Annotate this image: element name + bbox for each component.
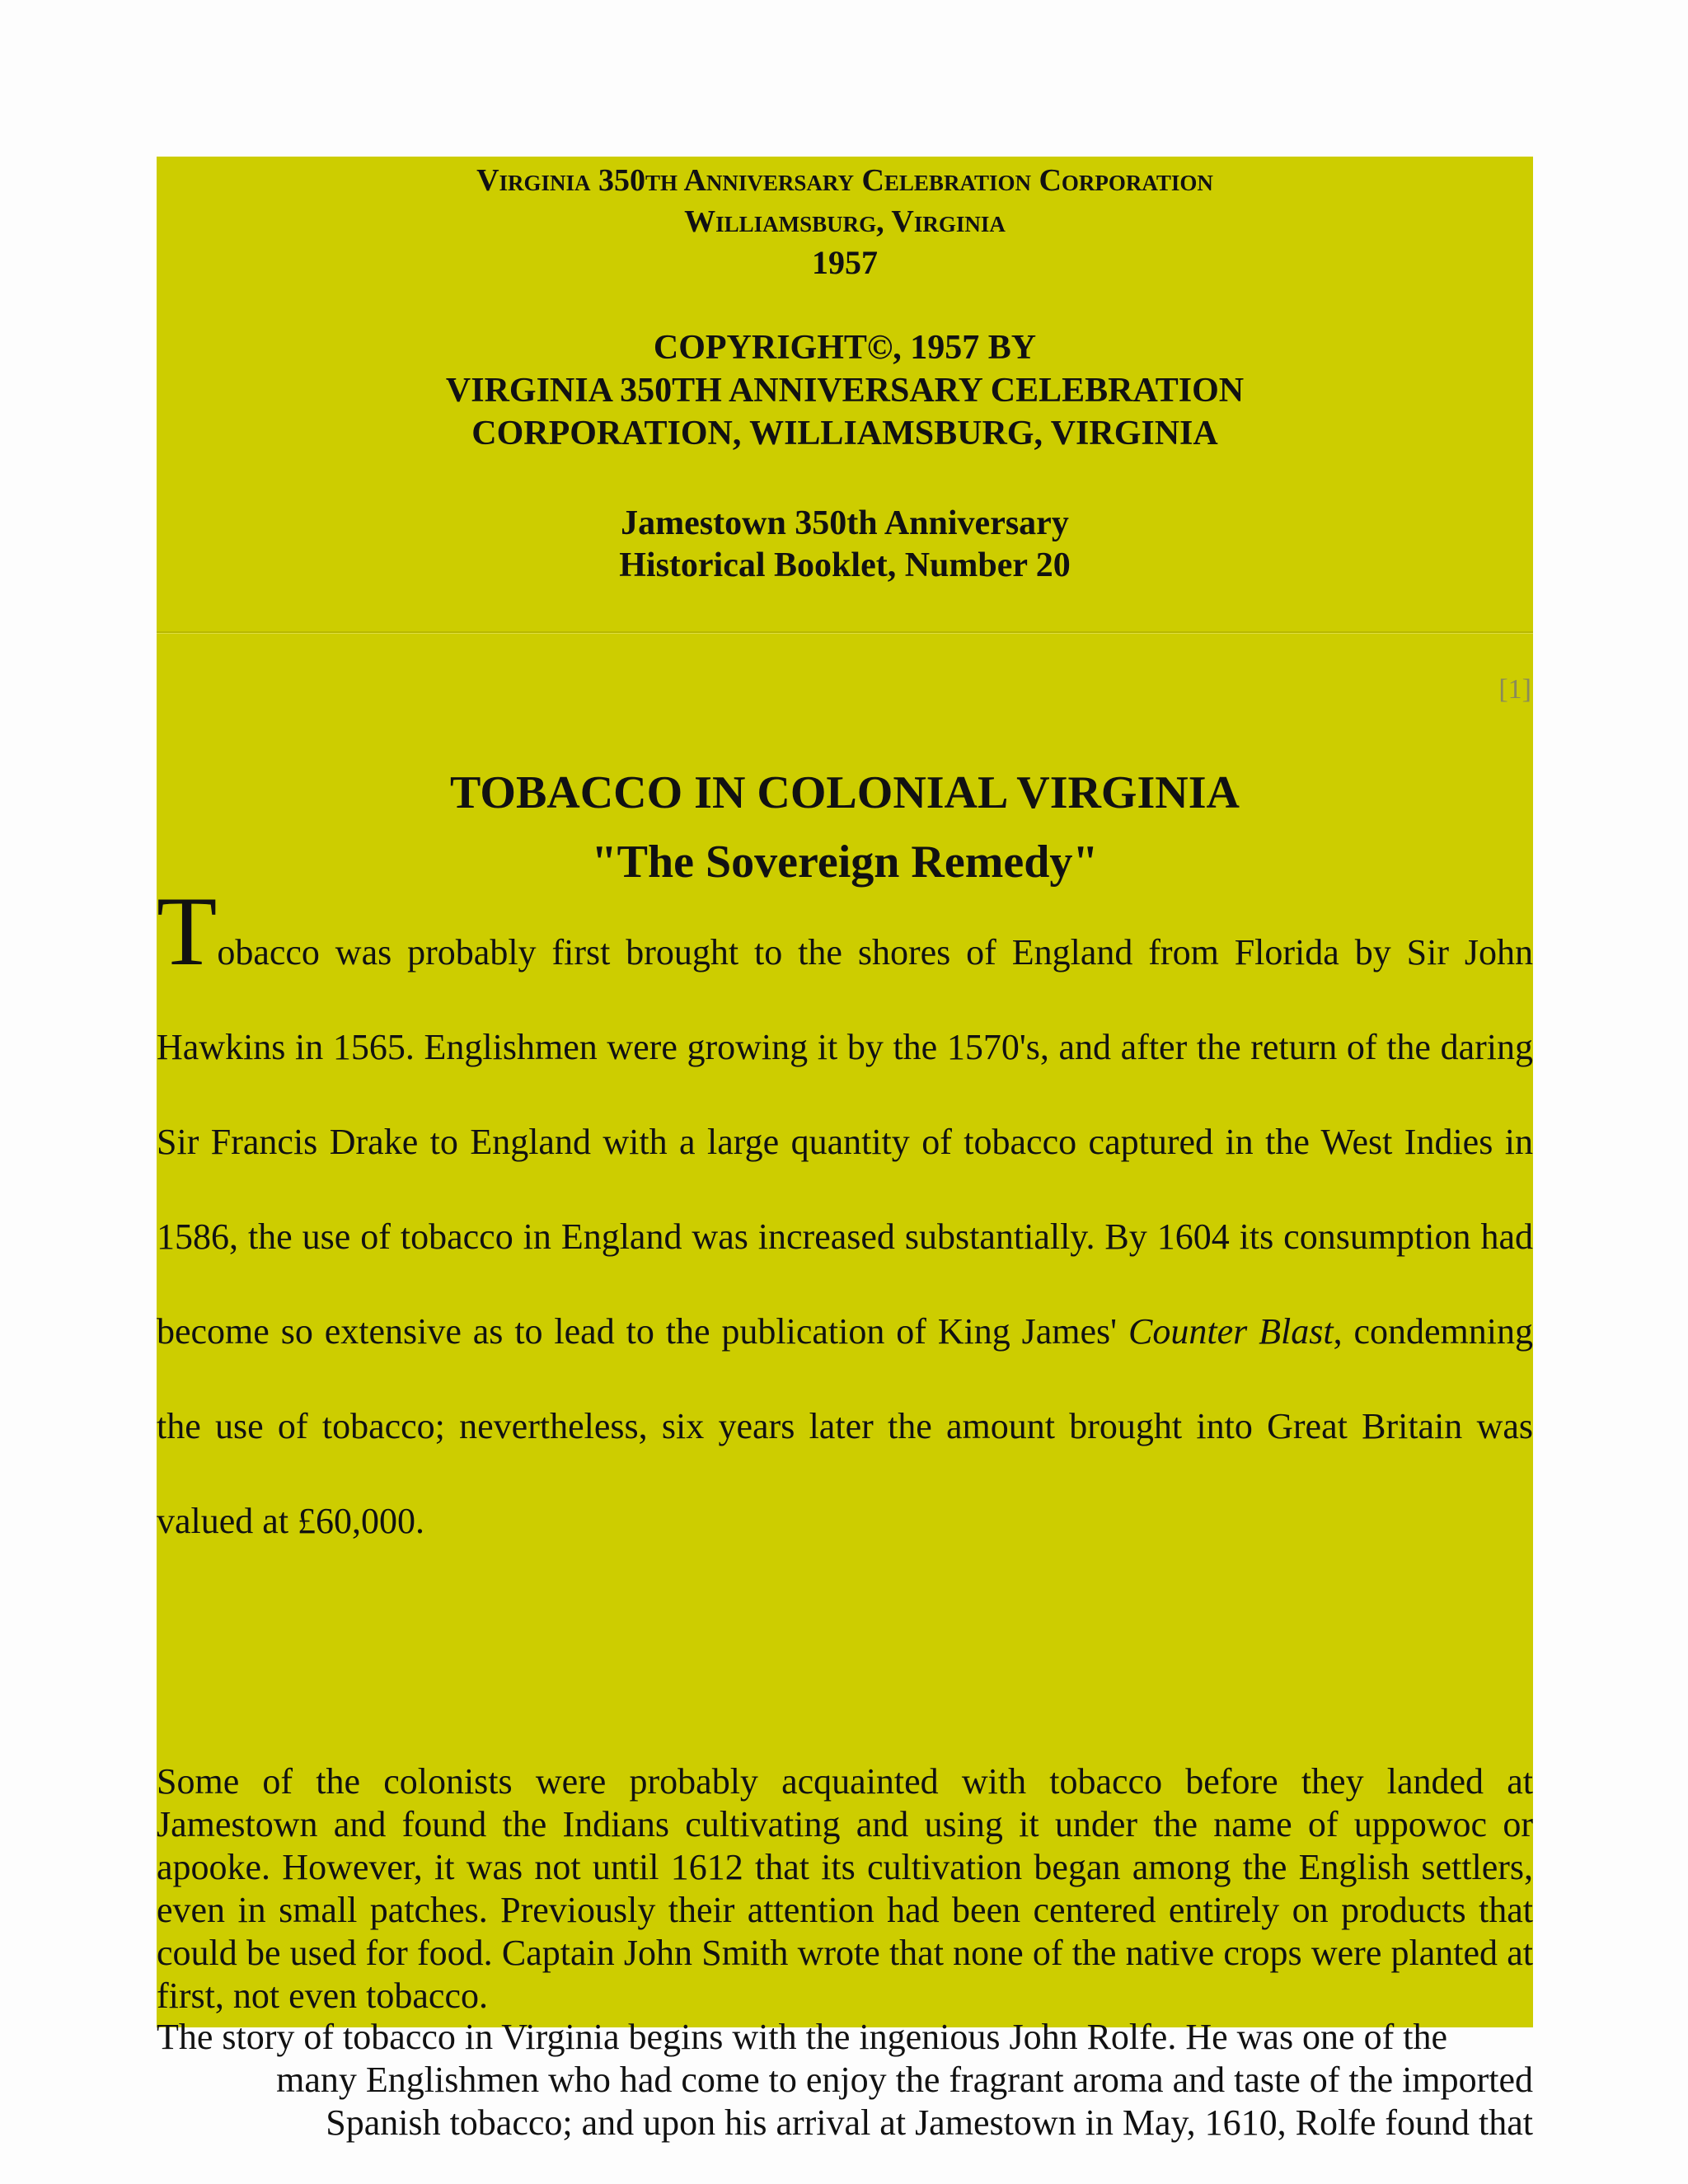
paragraph-text: obacco was probably first brought to the shores of England from Florida by Sir John Hawkins in 1565. Englishmen were growing it by the 1570's, and after the return of the daring Sir Francis Drake to England with a large quantity of tobacco captured in the West Indies in 1586, the use of tobacco in England was increased substantially. By 1604 its consumption had become so extensive as to lead to the publication of King James' [157, 932, 1533, 1352]
front-matter [157, 157, 1533, 587]
publisher-name: Virginia 350th Anniversary Celebration Corporation [476, 163, 1213, 198]
page-number-link[interactable]: [1] [1498, 674, 1531, 705]
paragraph: Some of the colonists were probably acquainted with tobacco before they landed at Jamestown and found the Indians cultivating and using it under the name of uppowoc or apooke. However, it was not until 1612 that its cultivation began among the English settlers, even in small patches. Previously their attention had been centered entirely on products that could be used for food. Captain John Smith wrote that none of the native crops were planted at first, not even tobacco. [157, 1761, 1533, 2016]
drop-cap: T [157, 876, 218, 986]
chapter-title: TOBACCO IN COLONIAL VIRGINIA [450, 767, 1240, 818]
paragraph-text: , condemning the use of tobacco; nevertheless, six years later the amount brought into Great Britain was valued at £60,000. [157, 1311, 1533, 1541]
publisher-city: Williamsburg, Virginia [684, 204, 1006, 239]
series-info [157, 503, 1533, 587]
paragraph-line: Spanish tobacco; and upon his arrival at Jamestown in May, 1610, Rolfe found that [326, 2102, 1533, 2143]
book-title-italic: Counter Blast [1128, 1311, 1334, 1352]
copyright-line: CORPORATION, WILLIAMSBURG, VIRGINIA [471, 415, 1218, 452]
publication-year: 1957 [812, 244, 878, 281]
series-line: Historical Booklet, Number 20 [619, 546, 1071, 584]
copyright-line: VIRGINIA 350TH ANNIVERSARY CELEBRATION [445, 372, 1245, 410]
book-page [157, 157, 1533, 2143]
section-divider [157, 631, 1533, 634]
series-line: Jamestown 350th Anniversary [621, 504, 1069, 542]
paragraph-line: many Englishmen who had come to enjoy the fragrant aroma and taste of the imported [276, 2060, 1533, 2100]
copyright-notice [157, 326, 1533, 455]
paragraph [157, 876, 1533, 1568]
chapter-subtitle: "The Sovereign Remedy" [591, 837, 1099, 888]
copyright-line: COPYRIGHT©, 1957 BY [653, 329, 1037, 367]
paragraph-line: The story of tobacco in Virginia begins with the ingenious John Rolfe. He was one of the [157, 2017, 1447, 2057]
paragraph [157, 2016, 1533, 2144]
